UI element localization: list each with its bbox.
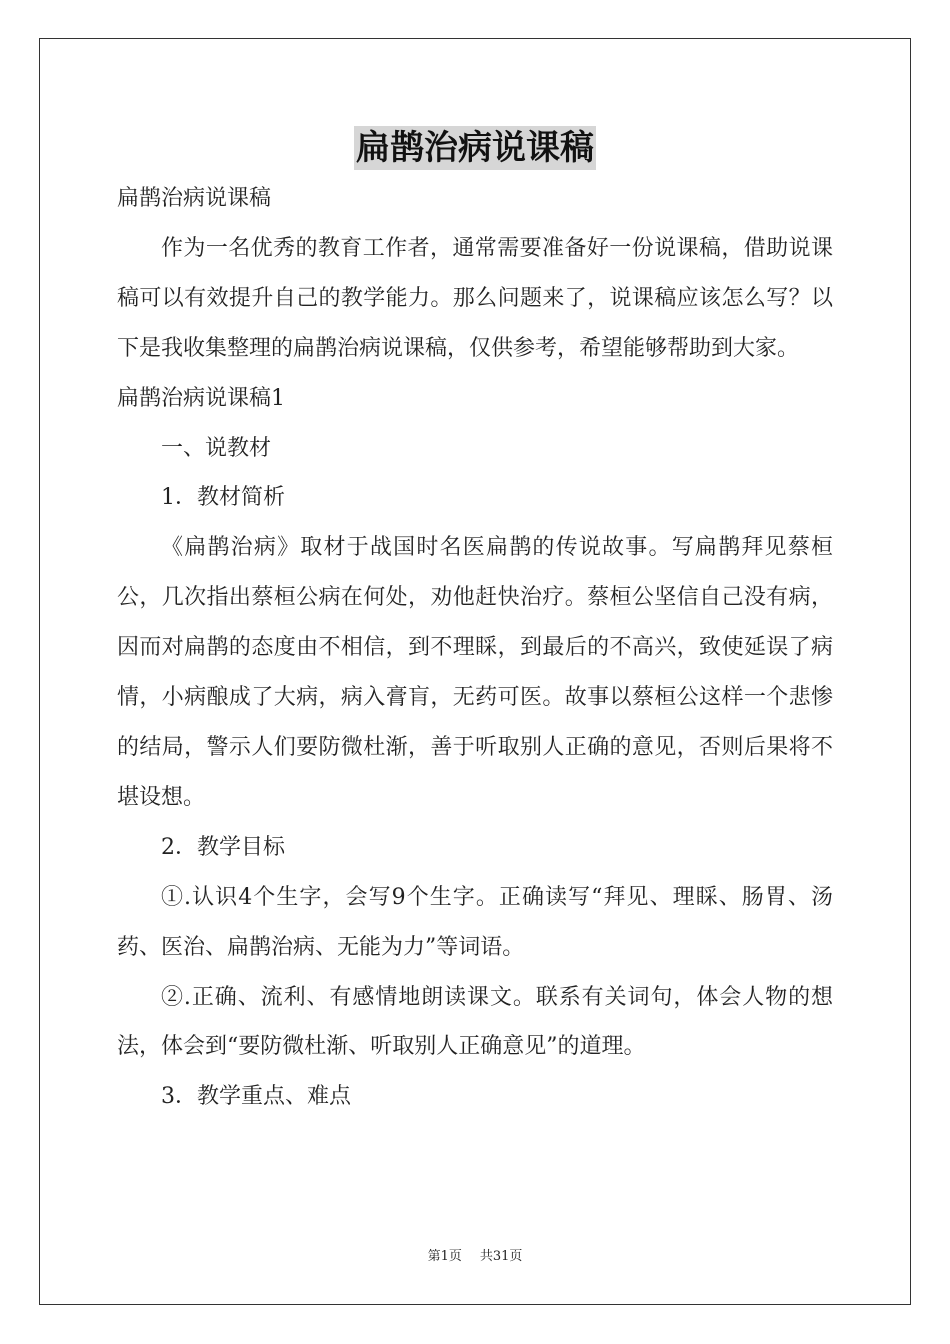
paragraph-heading-analysis: 1．教材简析 [161, 485, 285, 511]
paragraph-heading-goals: 2．教学目标 [161, 834, 285, 860]
paragraph-analysis-body: 《扁鹊治病》取材于战国时名医扁鹊的传说故事。写扁鹊拜见蔡桓公，几次指出蔡桓公病在何处，劝他赶快治疗。蔡桓公坚信自己没有病，因而对扁鹊的态度由不相信，到不理睬，到最后的不高兴，致使延误了病情，小病酿成了大病，病入膏肓，无药可医。故事以蔡桓公这样一个悲惨的结局，警示人们要防微杜渐，善于听取别人正确的意见，否则后果将不堪设想。 [117, 535, 833, 810]
page-number: 第1页 [427, 1249, 462, 1264]
title-container [0, 126, 950, 170]
paragraph-intro: 作为一名优秀的教育工作者，通常需要准备好一份说课稿，借助说课稿可以有效提升自己的教学能力。那么问题来了，说课稿应该怎么写？以下是我收集整理的扁鹊治病说课稿，仅供参考，希望能够帮助到大家。 [117, 235, 833, 361]
page-total: 共31页 [479, 1249, 523, 1264]
page-footer [0, 1249, 950, 1265]
document-body [117, 174, 833, 1122]
document-title: 扁鹊治病说课稿 [356, 128, 594, 168]
paragraph-goal-2: ②.正确、流利、有感情地朗读课文。联系有关词句，体会人物的想法，体会到“要防微杜渐、听取别人正确意见”的道理。 [117, 984, 833, 1060]
paragraph-goal-1: ①.认识4个生字，会写9个生字。正确读写“拜见、理睬、肠胃、汤药、医治、扁鹊治病、无能为力”等词语。 [117, 884, 833, 960]
paragraph-heading-key-points: 3．教学重点、难点 [161, 1084, 351, 1110]
paragraph-heading-textbook: 一、说教材 [161, 435, 272, 461]
paragraph-subtitle: 扁鹊治病说课稿 [117, 186, 272, 211]
paragraph-section-heading: 扁鹊治病说课稿1 [117, 385, 285, 411]
